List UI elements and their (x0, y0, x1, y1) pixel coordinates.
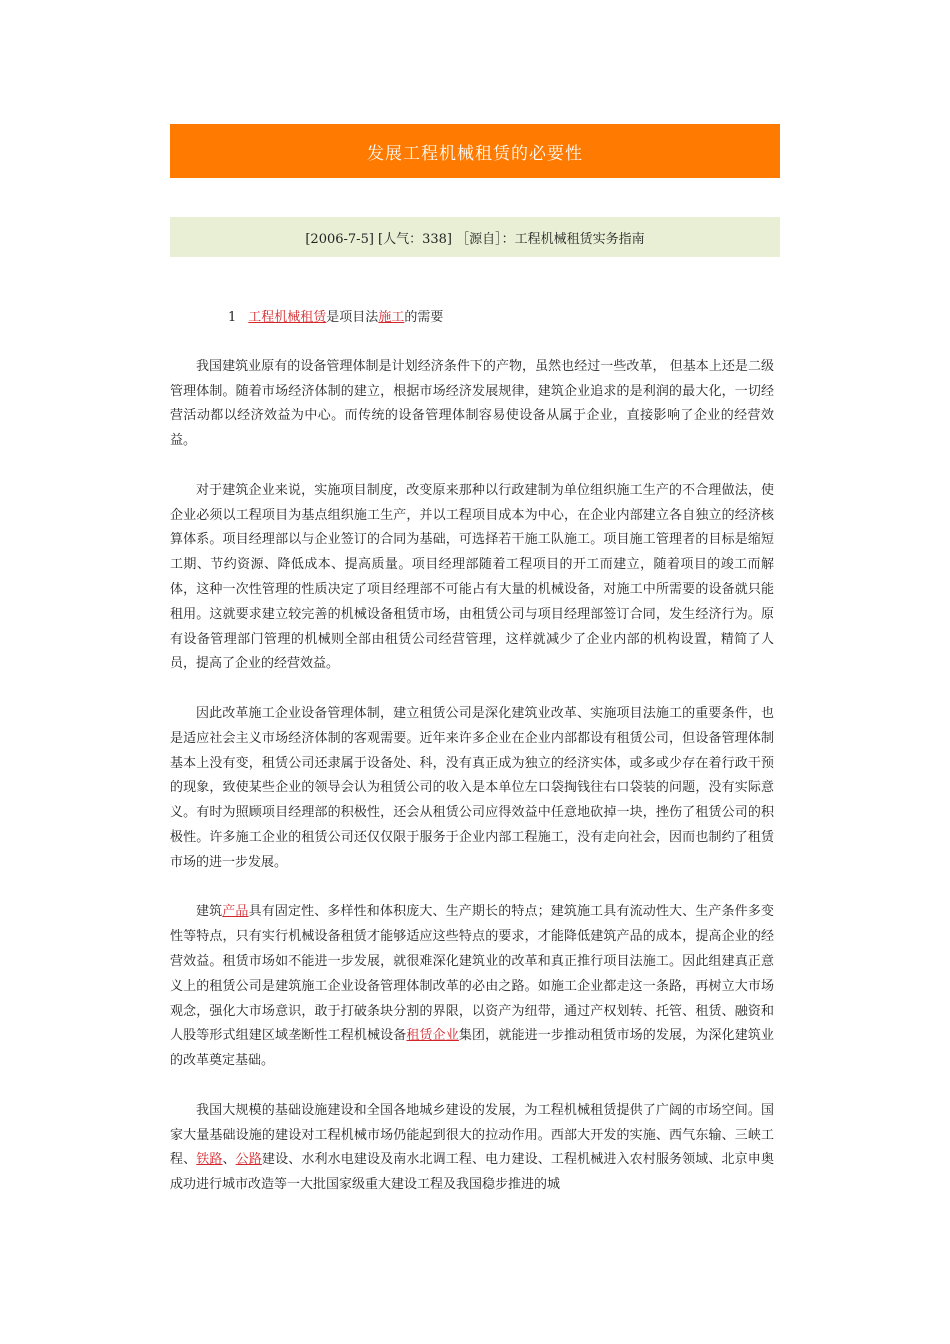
paragraph-4 (170, 900, 774, 1074)
keyword-link-railway[interactable]: 铁路 (196, 1152, 223, 1168)
paragraph-5 (170, 1099, 774, 1198)
paragraph-1: 我国建筑业原有的设备管理体制是计划经济条件下的产物，虽然也经过一些改革， 但基本上还是二级管理体制。随着市场经济体制的建立，根据市场经济发展规律，建筑企业追求的是利润的最大化，一切经营活动都以经济效益为中心。而传统的设备管理体制容易使设备从属于企业，直接影响了企业的经营效益。 (170, 358, 774, 449)
heading-text-2: 的需要 (404, 310, 444, 325)
paragraph-3: 因此改革施工企业设备管理体制，建立租赁公司是深化建筑业改革、实施项目法施工的重要条件，也是适应社会主义市场经济体制的客观需要。近年来许多企业在企业内部都设有租赁公司，但设备管理体制基本上没有变，租赁公司还隶属于设备处、科，没有真正成为独立的经济实体，或多或少存在着行政干预的现象，致使某些企业的领导会认为租赁公司的收入是本单位左口袋掏钱往右口袋装的问题，没有实际意义。有时为照顾项目经理部的积极性，还会从租赁公司应得效益中任意地砍掉一块，挫伤了租赁公司的积极性。许多施工企业的租赁公司还仅仅限于服务于企业内部工程施工，没有走向社会，因而也制约了租赁市场的进一步发展。 (170, 705, 774, 870)
keyword-link-construction[interactable]: 施工 (378, 310, 405, 325)
keyword-link-machinery-leasing[interactable]: 工程机械租赁 (248, 310, 327, 325)
article-body (170, 306, 774, 1223)
heading-text-1: 是项目法 (326, 310, 379, 325)
article-meta: [2006-7-5] [人气：338] ［源自］：工程机械租赁实务指南 (305, 231, 645, 247)
p4-text-c: 集团，就能进一步推动租赁市场的发展，为深化建筑业的改革奠定基础。 (170, 1028, 774, 1069)
article-title-bar (170, 124, 780, 178)
section-number: 1 (228, 310, 237, 325)
paragraph-2: 对于建筑企业来说，实施项目制度，改变原来那种以行政建制为单位组织施工生产的不合理做法，使企业必须以工程项目为基点组织施工生产，并以工程项目成本为中心，在企业内部建立各自独立的经济核算体系。项目经理部以与企业签订的合同为基础，可选择若干施工队施工。项目施工管理者的目标是缩短工期、节约资源、降低成本、提高质量。项目经理部随着工程项目的开工而建立，随着项目的竣工而解体，这种一次性管理的性质决定了项目经理部不可能占有大量的机械设备，对施工中所需要的设备就只能租用。这就要求建立较完善的机械设备租赁市场，由租赁公司与项目经理部签订合同，发生经济行为。原有设备管理部门管理的机械则全部由租赁公司经营管理，这样就减少了企业内部的机构设置，精简了人员，提高了企业的经营效益。 (170, 482, 774, 672)
section-heading (170, 306, 774, 331)
keyword-link-highway[interactable]: 公路 (235, 1152, 262, 1168)
article-title: 发展工程机械租赁的必要性 (367, 143, 583, 164)
p4-text-a: 建筑 (196, 904, 223, 920)
keyword-link-product[interactable]: 产品 (222, 904, 249, 920)
keyword-link-leasing-enterprise[interactable]: 租赁企业 (406, 1028, 459, 1044)
article-meta-bar (170, 217, 780, 257)
p5-text-b: 建设、水利水电建设及南水北调工程、电力建设、工程机械进入农村服务领域、北京申奥成功进行城市改造等一大批国家级重大建设工程及我国稳步推进的城 (170, 1152, 774, 1193)
p5-text-a: 我国大规模的基础设施建设和全国各地城乡建设的发展，为工程机械租赁提供了广阔的市场空间。国家大量基础设施的建设对工程机械市场仍能起到很大的拉动作用。西部大开发的实施、西气东输、三峡工程、 (170, 1102, 774, 1168)
p4-text-b: 具有固定性、多样性和体积庞大、生产期长的特点；建筑施工具有流动性大、生产条件多变性等特点，只有实行机械设备租赁才能够适应这些特点的要求，才能降低建筑产品的成本，提高企业的经营效益。租赁市场如不能进一步发展，就很难深化建筑业的改革和真正推行项目法施工。因此组建真正意义上的租赁公司是建筑施工企业设备管理体制改革的必由之路。如施工企业都走这一条路，再树立大市场观念，强化大市场意识，敢于打破条块分割的界限，以资产为纽带，通过产权划转、托管、租赁、融资和人股等形式组建区域垄断性工程机械设备 (170, 904, 774, 1044)
p5-separator: 、 (222, 1152, 236, 1168)
